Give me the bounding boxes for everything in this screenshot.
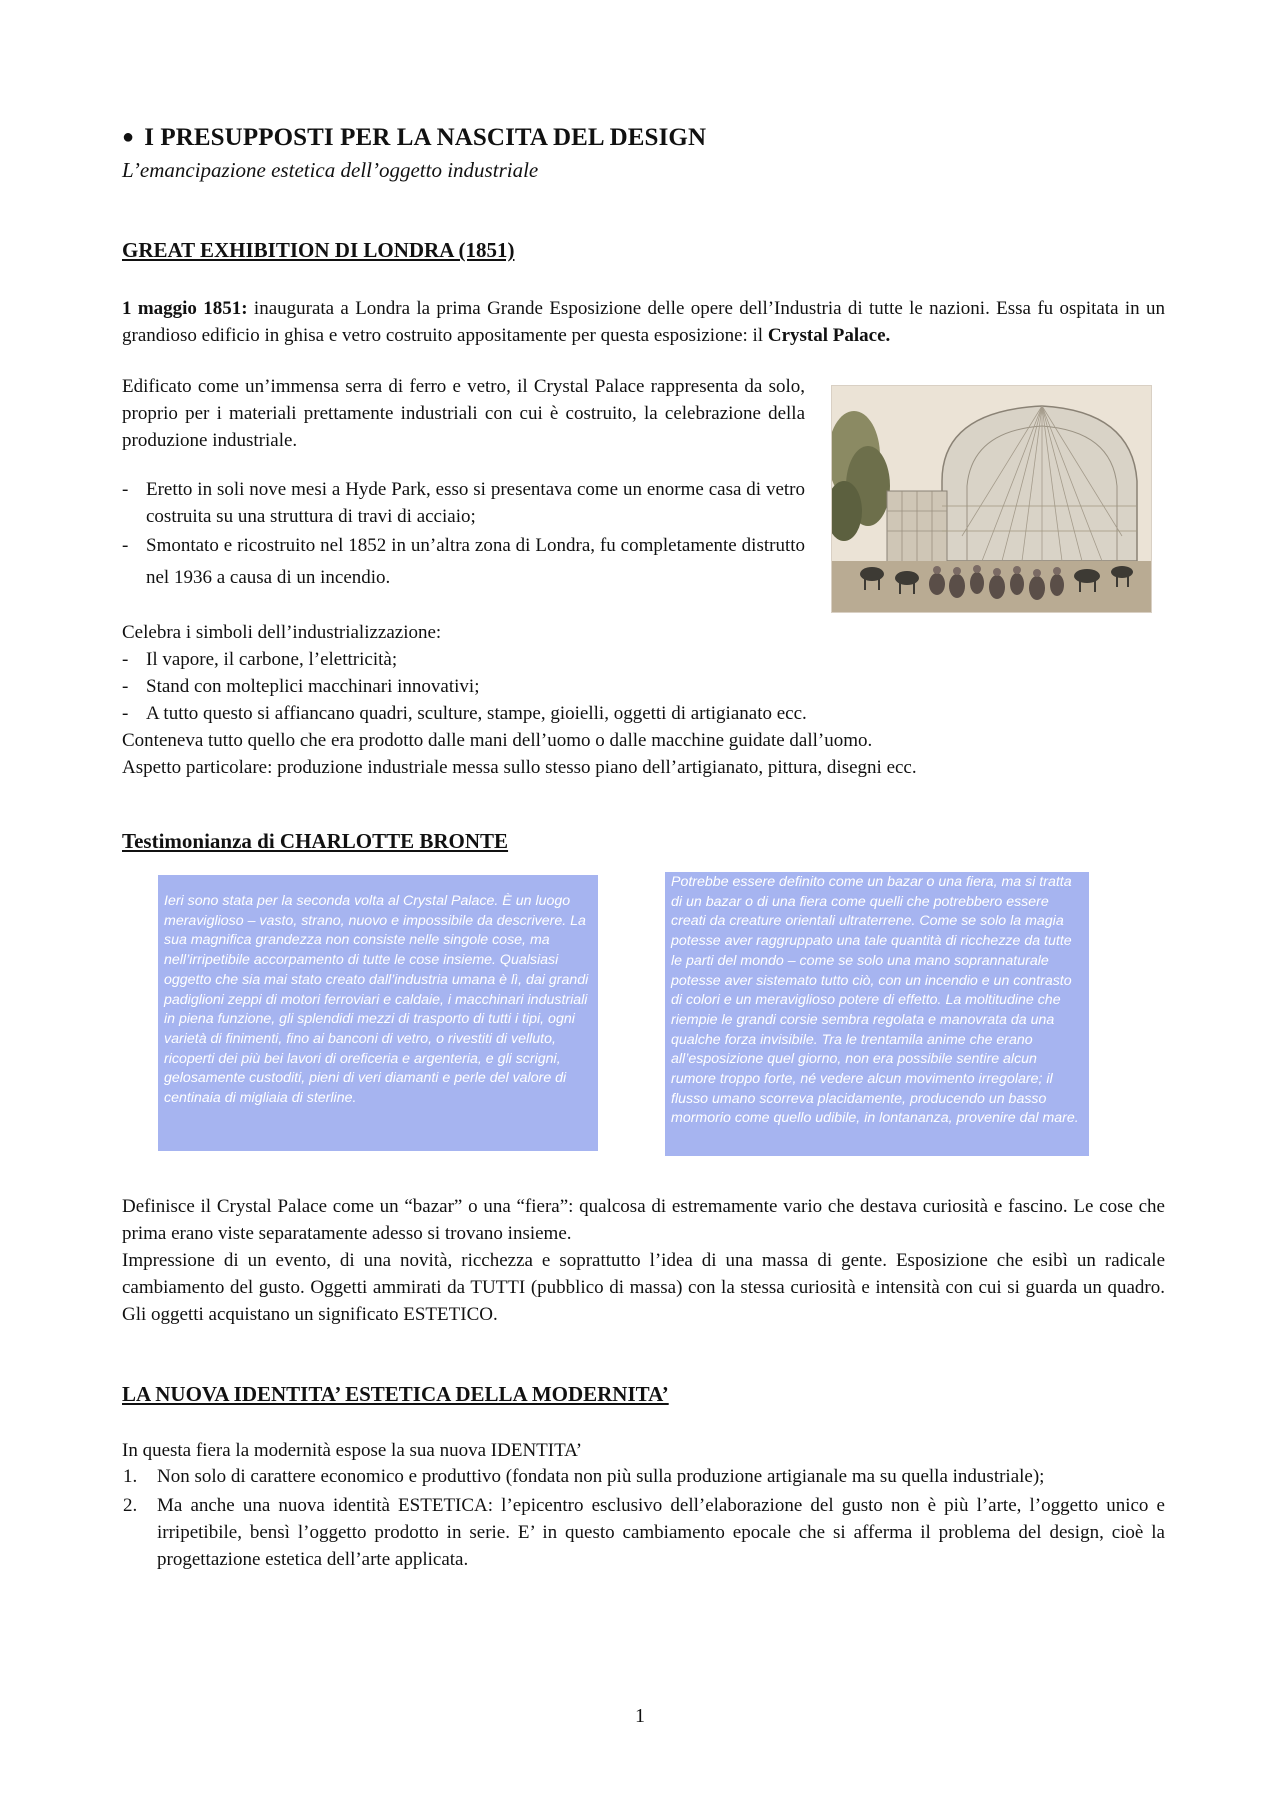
intro-paragraph [122, 295, 1165, 349]
closing-line: Aspetto particolare: produzione industriale messa sullo stesso piano dell’artigianato, pittura, disegni ecc. [122, 757, 917, 778]
quote-text: Ieri sono stata per la seconda volta al Crystal Palace. È un luogo meraviglioso – vasto, strano, nuovo e impossibile da descrivere. La sua magnifica grandezza non consiste nelle singole cose, ma nell’irripetibile accorpamento di tutte le cose insieme. Qualsiasi oggetto che sia mai stato creato dall’industria umana è lì, dai grandi padiglioni zeppi di motori ferroviari e caldaie, i macchinari industriali in piena funzione, gli splendidi mezzi di trasporto di tutti i tipi, ogni varietà di finimenti, fino ai banconi di vetro, o rivestiti di velluto, ricoperti dei più bei lavori di oreficeria e argenteria, e gli scrigni, gelosamente custoditi, pieni di veri diamanti e perle del valore di centinaia di migliaia di sterline. [164, 893, 589, 1107]
crystal-palace-description: Edificato come un’immensa serra di ferro e vetro, il Crystal Palace rappresenta da solo, proprio per i materiali prettamente industriali con cui è costruito, la celebrazione della produzione industriale. [122, 376, 805, 451]
closing-line: Conteneva tutto quello che era prodotto dalle mani dell’uomo o dalle macchine guidate dall’uomo. [122, 730, 873, 751]
page-title: ● I PRESUPPOSTI PER LA NASCITA DEL DESIGN [122, 124, 707, 151]
section-heading-testimony: Testimonianza di CHARLOTTE BRONTE [122, 829, 509, 853]
quote-box-right [665, 872, 1089, 1156]
dash-marker: - [122, 479, 129, 500]
crystal-palace-engraving [832, 386, 1151, 612]
modernity-intro: In questa fiera la modernità espose la sua nuova IDENTITA’ [122, 1440, 583, 1461]
list-item-text: Eretto in soli nove mesi a Hyde Park, esso si presentava come un enorme casa di vetro costruita su una struttura di travi di acciaio; [146, 479, 805, 527]
list-item [122, 646, 1146, 673]
list-item-text: Ma anche una nuova identità ESTETICA: l’epicentro esclusivo dell’elaborazione del gusto non è più l’arte, l’oggetto unico e irripetibile, bensì l’oggetto prodotto in serie. E’ in questo cambiamento epocale che si afferma il problema del design, cioè la progettazione estetica dell’arte applicata. [157, 1495, 1165, 1570]
facts-list [122, 476, 805, 594]
dash-marker: - [122, 703, 129, 724]
quote-box-left [158, 875, 598, 1151]
page-subtitle: L’emancipazione estetica dell’oggetto industriale [122, 158, 539, 182]
symbols-intro: Celebra i simboli dell’industrializzazione: [122, 622, 442, 643]
list-number: 2. [123, 1495, 138, 1516]
symbols-list [122, 646, 1146, 727]
list-number: 1. [123, 1466, 138, 1487]
list-item [122, 476, 805, 530]
list-item-text: Smontato e ricostruito nel 1852 in un’altra zona di Londra, fu completamente distrutto nel 1936 a causa di un incendio. [146, 535, 805, 588]
bullet-dot-icon: ● [122, 126, 135, 148]
dash-marker: - [122, 649, 129, 670]
analysis-paragraph: Impressione di un evento, di una novità, ricchezza e soprattutto l’idea di una massa di gente. Esposizione che esibì un radicale cambiamento del gusto. Oggetti ammirati da TUTTI (pubblico di massa) con la stessa curiosità e intensità con cui si guarda un quadro. Gli oggetti acquistano un significato ESTETICO. [122, 1250, 1165, 1325]
section-heading-great-exhibition: GREAT EXHIBITION DI LONDRA (1851) [122, 238, 515, 262]
list-item-text: Non solo di carattere economico e produttivo (fondata non più sulla produzione artigianale ma su quella industriale); [157, 1466, 1045, 1487]
list-item [122, 673, 1146, 700]
list-item-text: Stand con molteplici macchinari innovativi; [146, 676, 480, 697]
list-item [122, 700, 1146, 727]
list-item-text: Il vapore, il carbone, l’elettricità; [146, 649, 398, 670]
list-item-text: A tutto questo si affiancano quadri, sculture, stampe, gioielli, oggetti di artigianato ecc. [146, 703, 807, 724]
list-item [123, 1492, 1165, 1573]
dash-marker: - [122, 535, 129, 556]
quote-text: Potrebbe essere definito come un bazar o una fiera, ma si tratta di un bazar o di una fiera come quelli che potrebbero essere creati da creature orientali ultraterrene. Come se solo la magia potesse aver raggruppato una tale quantità di ricchezze da tutte le parti del mondo – come se solo una mano soprannaturale potesse aver sistemato tutto ciò, con un incendio e un contrasto di colori e un meraviglioso potere di effetto. La moltitudine che riempie le grandi corsie sembra regolata e manovrata da una qualche forza invisibile. Tra le trentamila anime che erano all’esposizione quel giorno, non era possibile sentire alcun rumore troppo forte, né vedere alcun movimento irregolare; il flusso umano scorreva placidamente, producendo un basso mormorio come quello udibile, in lontananza, provenire dal mare. [671, 874, 1079, 1127]
section-heading-modernity: LA NUOVA IDENTITA’ ESTETICA DELLA MODERNITA’ [122, 1382, 669, 1406]
intro-text: inaugurata a Londra la prima Grande Esposizione delle opere dell’Industria di tutte le nazioni. Essa fu ospitata in un grandioso edificio in ghisa e vetro costruito appositamente per questa esposizione: il [122, 298, 1165, 346]
intro-palace: Crystal Palace. [767, 325, 891, 346]
analysis-paragraph: Definisce il Crystal Palace come un “bazar” o una “fiera”: qualcosa di estremamente vario che destava curiosità e fascino. Le cose che prima erano viste separatamente adesso si trovano insieme. [122, 1196, 1165, 1244]
page-number: 1 [635, 1705, 645, 1727]
crystal-palace-image [831, 385, 1152, 613]
list-item [122, 530, 805, 594]
modernity-list [123, 1463, 1165, 1573]
dash-marker: - [122, 676, 129, 697]
intro-date: 1 maggio 1851: [122, 298, 248, 319]
list-item [123, 1463, 1165, 1490]
